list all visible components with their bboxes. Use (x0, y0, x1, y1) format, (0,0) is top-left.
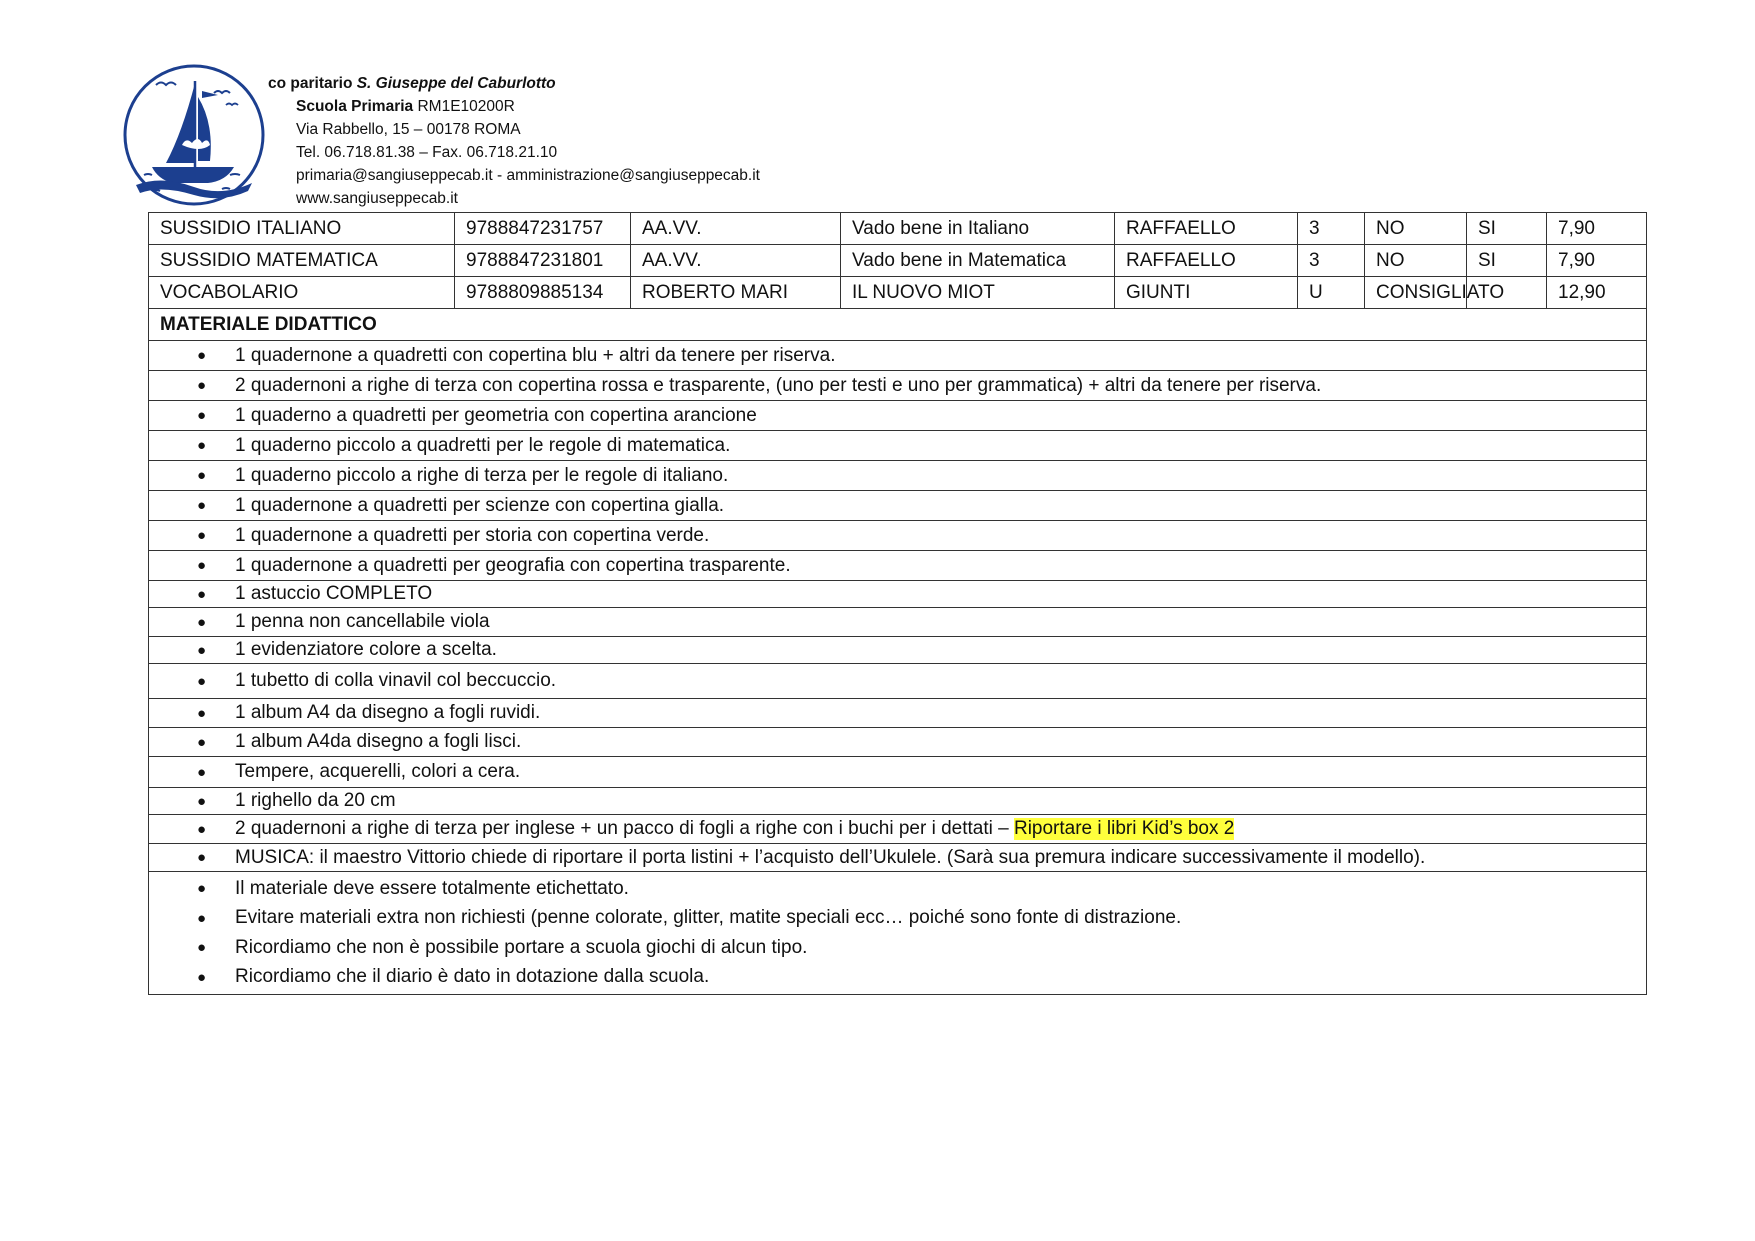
bullet-line (197, 847, 1646, 869)
bullet-icon: ● (197, 880, 207, 898)
bullet-line (197, 731, 1646, 753)
adoption-cell: NO (1365, 213, 1467, 245)
book-row (149, 245, 1647, 277)
adoption-cell: CONSIGLIATO (1365, 277, 1467, 309)
material-item-text: MUSICA: il maestro Vittorio chiede di riportare il porta listini + l’acquisto dell’Ukulele. (Sarà sua premura indicare successivamente il modello). (235, 846, 1426, 868)
note-text: Il materiale deve essere totalmente etichettato. (235, 877, 629, 899)
bullet-line (197, 465, 1646, 487)
material-item (149, 401, 1647, 431)
material-item-row (149, 341, 1647, 371)
bullet-icon: ● (197, 733, 207, 751)
bullet-icon: ● (197, 641, 207, 659)
bullet-line (197, 555, 1646, 577)
school-address: Via Rabbello, 15 – 00178 ROMA (296, 121, 521, 138)
subject-cell: SUSSIDIO MATEMATICA (149, 245, 455, 277)
material-item-row (149, 461, 1647, 491)
bullet-line (197, 611, 1646, 633)
material-item-text: 1 album A4 da disegno a fogli ruvidi. (235, 702, 541, 723)
material-item-text: 1 penna non cancellabile viola (235, 611, 490, 632)
bullet-icon: ● (197, 792, 207, 810)
publisher-cell: RAFFAELLO (1115, 213, 1298, 245)
bullet-icon: ● (197, 527, 207, 544)
bullet-icon: ● (197, 939, 207, 957)
bullet-icon: ● (197, 909, 207, 927)
bullet-line (197, 761, 1646, 783)
bullet-line (197, 790, 1646, 812)
bullet-icon: ● (197, 820, 207, 838)
material-item-text: 1 quadernone a quadretti per geografia con copertina trasparente. (235, 554, 791, 576)
material-item-text: 1 evidenziatore colore a scelta. (235, 639, 497, 660)
bullet-icon: ● (197, 849, 207, 866)
bullet-icon: ● (197, 763, 207, 781)
material-item-text: 1 astuccio COMPLETO (235, 583, 433, 604)
material-item (149, 581, 1647, 608)
school-code: Scuola Primaria RM1E10200R (296, 98, 515, 115)
bullet-line (197, 375, 1646, 397)
volume-cell: U (1298, 277, 1365, 309)
material-item-text: 1 quaderno piccolo a righe di terza per le regole di italiano. (235, 464, 729, 486)
material-item-row (149, 664, 1647, 699)
bullet-icon: ● (197, 437, 207, 454)
material-item-text: Tempere, acquerelli, colori a cera. (235, 761, 521, 782)
bullet-icon: ● (197, 704, 207, 722)
school-emails: primaria@sangiuseppecab.it - amministrazione@sangiuseppecab.it (296, 167, 760, 184)
material-item (149, 844, 1647, 872)
material-item (149, 608, 1647, 637)
material-item-row (149, 551, 1647, 581)
material-item-row (149, 491, 1647, 521)
school-info (270, 72, 760, 210)
bullet-line (197, 525, 1646, 547)
material-item (149, 728, 1647, 757)
adoption-cell: NO (1365, 245, 1467, 277)
subject-cell: VOCABOLARIO (149, 277, 455, 309)
title-cell: IL NUOVO MIOT (841, 277, 1115, 309)
note-line (197, 933, 1646, 963)
title-cell: Vado bene in Italiano (841, 213, 1115, 245)
material-item (149, 664, 1647, 699)
bullet-icon: ● (197, 585, 207, 603)
material-item (149, 551, 1647, 581)
volume-cell: 3 (1298, 245, 1365, 277)
material-item-text: 2 quadernoni a righe di terza per inglese + un pacco di fogli a righe con i buchi per i dettati – (235, 818, 1014, 839)
price-cell: 12,90 (1547, 277, 1647, 309)
material-item (149, 757, 1647, 788)
material-item-text: 1 tubetto di colla vinavil col beccuccio. (235, 670, 557, 691)
material-item (149, 788, 1647, 815)
material-item (149, 699, 1647, 728)
material-item-row (149, 728, 1647, 757)
book-list-table (148, 212, 1647, 995)
subject-cell: SUSSIDIO ITALIANO (149, 213, 455, 245)
material-item-text: 1 quadernone a quadretti con copertina blu + altri da tenere per riserva. (235, 344, 836, 366)
material-item-row (149, 431, 1647, 461)
material-item-text: 1 quadernone a quadretti per storia con copertina verde. (235, 524, 710, 546)
bullet-line (197, 583, 1646, 605)
material-item-row (149, 788, 1647, 815)
material-item-row (149, 815, 1647, 844)
bullet-icon: ● (197, 557, 207, 574)
bullet-line (197, 435, 1646, 457)
bullet-line (197, 818, 1646, 840)
note-text: Ricordiamo che il diario è dato in dotazione dalla scuola. (235, 966, 710, 988)
bullet-icon: ● (197, 377, 207, 394)
bullet-icon: ● (197, 497, 207, 514)
bullet-line (197, 495, 1646, 517)
bullet-icon: ● (197, 467, 207, 484)
material-item-text: 1 album A4da disegno a fogli lisci. (235, 731, 522, 752)
author-cell: AA.VV. (631, 213, 841, 245)
material-item (149, 491, 1647, 521)
note-text: Ricordiamo che non è possibile portare a scuola giochi di alcun tipo. (235, 936, 808, 958)
material-item (149, 371, 1647, 401)
material-item (149, 521, 1647, 551)
bullet-icon: ● (197, 347, 207, 364)
bullet-icon: ● (197, 672, 207, 690)
isbn-cell: 9788809885134 (455, 277, 631, 309)
material-item-text: 1 quaderno piccolo a quadretti per le regole di matematica. (235, 434, 731, 456)
material-item-row (149, 637, 1647, 664)
bullet-line (197, 405, 1646, 427)
material-item-row (149, 608, 1647, 637)
material-item-text: 1 quaderno a quadretti per geometria con copertina arancione (235, 404, 757, 426)
book-row (149, 277, 1647, 309)
note-line (197, 874, 1646, 904)
price-cell: 7,90 (1547, 213, 1647, 245)
title-cell: Vado bene in Matematica (841, 245, 1115, 277)
section-title: MATERIALE DIDATTICO (149, 309, 1647, 341)
book-row (149, 213, 1647, 245)
author-cell: AA.VV. (631, 245, 841, 277)
notes-row (149, 872, 1647, 995)
material-item (149, 637, 1647, 664)
material-item-text: 2 quadernoni a righe di terza con copertina rossa e trasparente, (uno per testi e uno per grammatica) + altri da tenere per riserva. (235, 374, 1322, 396)
bullet-line (197, 345, 1646, 367)
material-item (149, 431, 1647, 461)
volume-cell: 3 (1298, 213, 1365, 245)
material-item-row (149, 401, 1647, 431)
bullet-icon: ● (197, 407, 207, 424)
purchase-cell: SI (1467, 245, 1547, 277)
highlighted-note: Riportare i libri Kid’s box 2 (1013, 818, 1235, 839)
bullet-line (197, 702, 1646, 724)
material-item-text: 1 quadernone a quadretti per scienze con copertina gialla. (235, 494, 725, 516)
material-item (149, 815, 1647, 844)
bullet-icon: ● (197, 968, 207, 986)
section-header-row (149, 309, 1647, 341)
note-line (197, 904, 1646, 934)
publisher-cell: GIUNTI (1115, 277, 1298, 309)
purchase-cell: SI (1467, 213, 1547, 245)
isbn-cell: 9788847231801 (455, 245, 631, 277)
price-cell: 7,90 (1547, 245, 1647, 277)
isbn-cell: 9788847231757 (455, 213, 631, 245)
note-text: Evitare materiali extra non richiesti (penne colorate, glitter, matite speciali ecc… poiché sono fonte di distrazione. (235, 907, 1182, 929)
material-item-row (149, 844, 1647, 872)
material-item-row (149, 581, 1647, 608)
material-item-text: 1 righello da 20 cm (235, 790, 396, 811)
school-phone: Tel. 06.718.81.38 – Fax. 06.718.21.10 (296, 144, 558, 161)
material-item (149, 341, 1647, 371)
material-item-row (149, 757, 1647, 788)
school-name: co paritario S. Giuseppe del Caburlotto (268, 75, 556, 92)
notes-cell (149, 872, 1647, 995)
material-item-row (149, 699, 1647, 728)
bullet-line (197, 639, 1646, 661)
letterhead (122, 63, 1022, 213)
publisher-cell: RAFFAELLO (1115, 245, 1298, 277)
bullet-icon: ● (197, 613, 207, 631)
school-website: www.sangiuseppecab.it (296, 190, 458, 207)
material-item-row (149, 521, 1647, 551)
author-cell: ROBERTO MARI (631, 277, 841, 309)
bullet-line (197, 670, 1646, 692)
note-line (197, 963, 1646, 993)
sailboat-logo-icon (122, 63, 266, 207)
material-item-row (149, 371, 1647, 401)
material-item (149, 461, 1647, 491)
